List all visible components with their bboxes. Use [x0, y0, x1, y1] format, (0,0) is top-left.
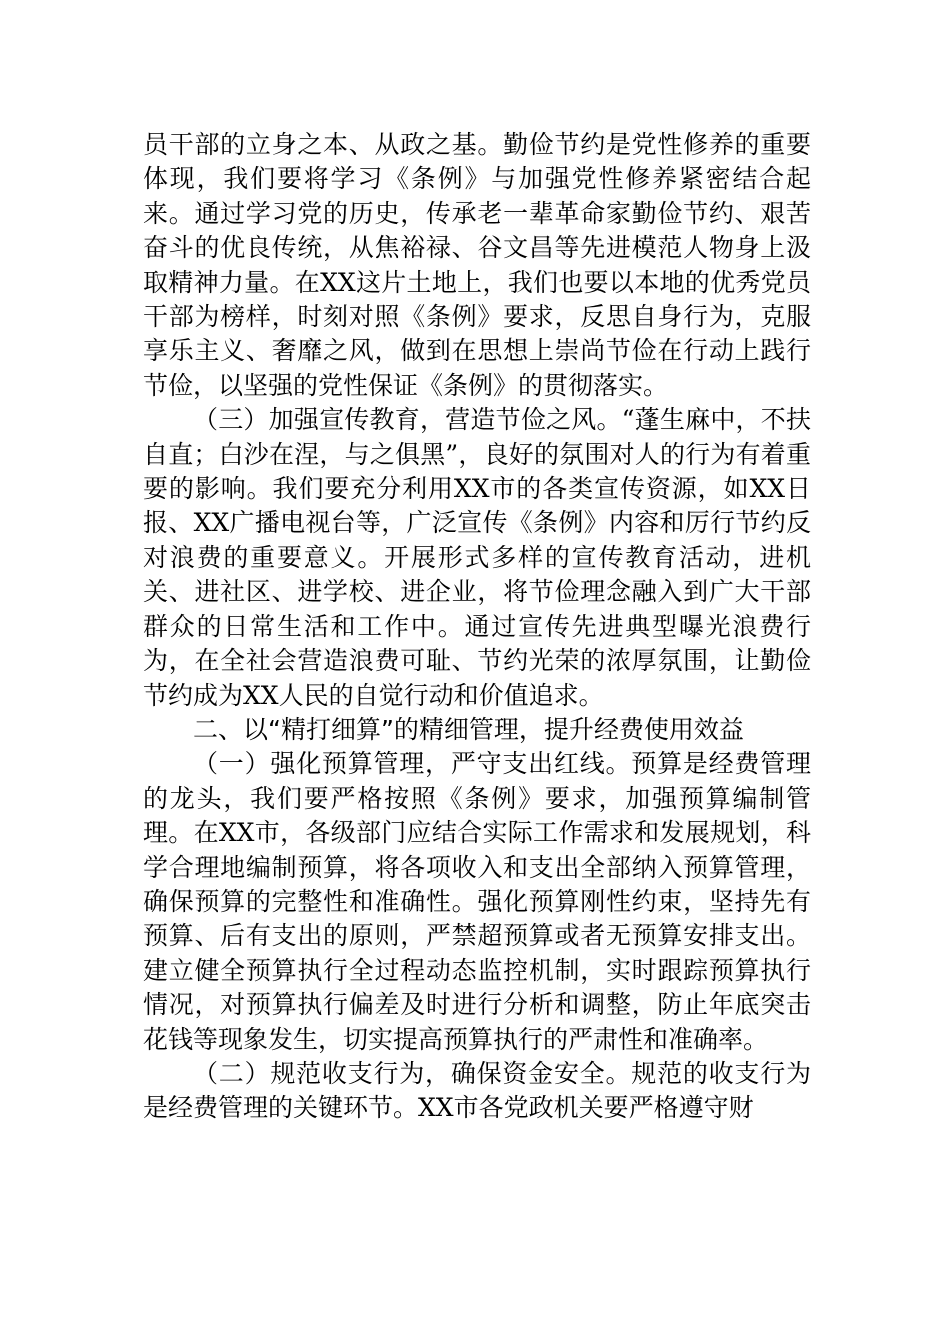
- paragraph-income-expenditure: （二）规范收支行为，确保资金安全。规范的收支行为是经费管理的关键环节。XX市各党政机关要严格遵守财: [143, 1058, 811, 1123]
- paragraph-budget-management: （一）强化预算管理，严守支出红线。预算是经费管理的龙头，我们要严格按照《条例》要求，加强预算编制管理。在XX市，各级部门应结合实际工作需求和发展规划，科学合理地编制预算，将各项收入和支出全部纳入预算管理，确保预算的完整性和准确性。强化预算刚性约束，坚持先有预算、后有支出的原则，严禁超预算或者无预算安排支出。建立健全预算执行全过程动态监控机制，实时跟踪预算执行情况，对预算执行偏差及时进行分析和调整，防止年底突击花钱等现象发生，切实提高预算执行的严肃性和准确率。: [143, 749, 811, 1054]
- document-body: [143, 128, 811, 1126]
- paragraph-continued: 员干部的立身之本、从政之基。勤俭节约是党性修养的重要体现，我们要将学习《条例》与加强党性修养紧密结合起来。通过学习党的历史，传承老一辈革命家勤俭节约、艰苦奋斗的优良传统，从焦裕禄、谷文昌等先进模范人物身上汲取精神力量。在XX这片土地上，我们也要以本地的优秀党员干部为榜样，时刻对照《条例》要求，反思自身行为，克服享乐主义、奢靡之风，做到在思想上崇尚节俭在行动上践行节俭，以坚强的党性保证《条例》的贯彻落实。: [143, 130, 811, 400]
- paragraph-publicity-education: （三）加强宣传教育，营造节俭之风。“蓬生麻中，不扶自直；白沙在涅，与之俱黑”，良好的氛围对人的行为有着重要的影响。我们要充分利用XX市的各类宣传资源，如XX日报、XX广播电视台等，广泛宣传《条例》内容和厉行节约反对浪费的重要意义。开展形式多样的宣传教育活动，进机关、进社区、进学校、进企业，将节俭理念融入到广大干部群众的日常生活和工作中。通过宣传先进典型曝光浪费行为，在全社会营造浪费可耻、节约光荣的浓厚氛围，让勤俭节约成为XX人民的自觉行动和价值追求。: [143, 405, 811, 710]
- section-heading-fine-management: 二、以“精打细算”的精细管理，提升经费使用效益: [193, 714, 744, 744]
